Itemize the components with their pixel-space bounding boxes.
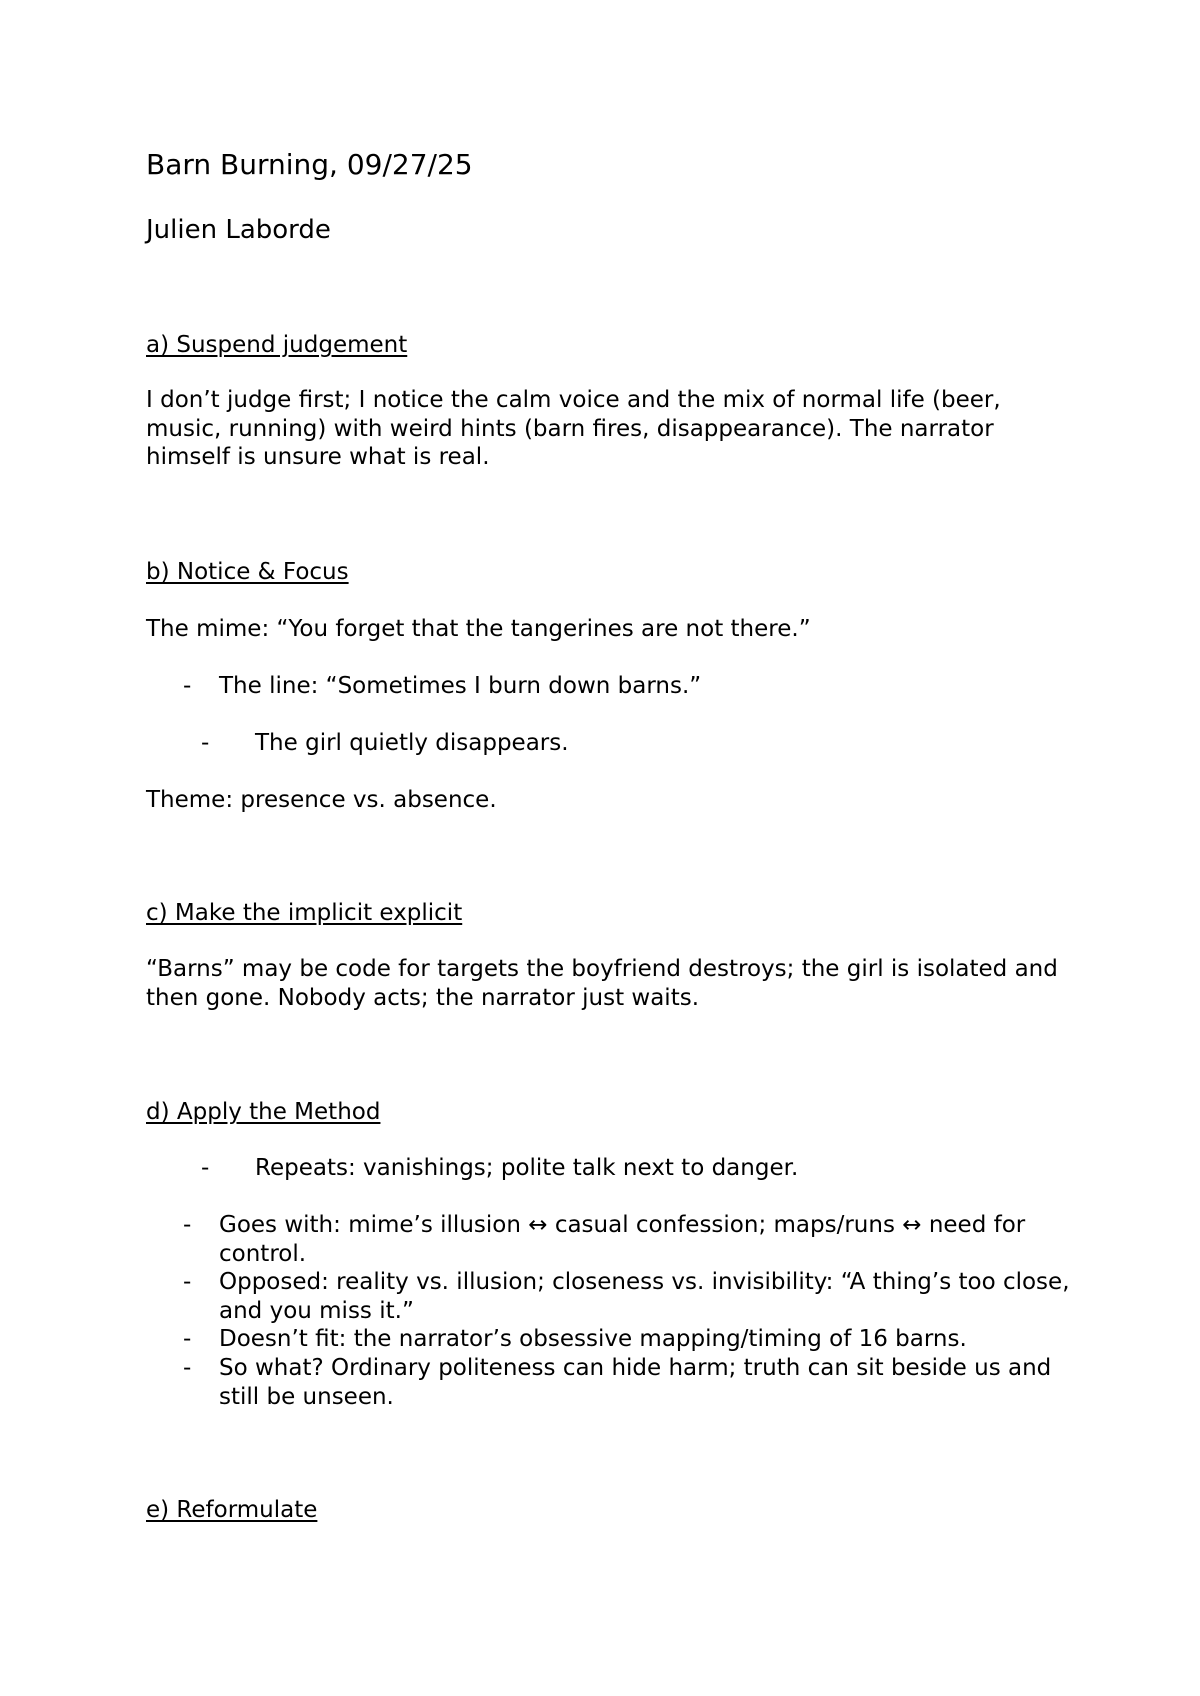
section-a-heading: a) Suspend judgement	[146, 332, 408, 358]
section-d-bullet: So what? Ordinary politeness can hide harm; truth can sit beside us and still be unseen.	[219, 1355, 1052, 1410]
section-b-theme: Theme: presence vs. absence.	[146, 787, 497, 813]
bullet-dash: -	[183, 1212, 192, 1238]
bullet-dash: -	[183, 1269, 192, 1295]
bullet-dash: -	[201, 730, 210, 756]
section-b-intro: The mime: “You forget that the tangerines are not there.”	[146, 616, 811, 642]
section-c-heading: c) Make the implicit explicit	[146, 900, 463, 926]
bullet-dash: -	[183, 1326, 192, 1352]
section-e-heading: e) Reformulate	[146, 1497, 318, 1523]
section-d-bullet: Opposed: reality vs. illusion; closeness vs. invisibility: “A thing’s too close, and you miss it.”	[219, 1269, 1070, 1324]
document-title: Barn Burning, 09/27/25	[146, 148, 473, 181]
bullet-dash: -	[183, 673, 192, 699]
section-b-heading: b) Notice & Focus	[146, 559, 349, 585]
section-d-bullet: Goes with: mime’s illusion ↔ casual confession; maps/runs ↔ need for control.	[219, 1212, 1026, 1267]
section-b-bullet: The girl quietly disappears.	[255, 730, 569, 756]
section-b-bullet: The line: “Sometimes I burn down barns.”	[219, 673, 702, 699]
section-c-body: “Barns” may be code for targets the boyfriend destroys; the girl is isolated and then gone. Nobody acts; the narrator just waits.	[146, 956, 1058, 1011]
bullet-dash: -	[201, 1155, 210, 1181]
bullet-dash: -	[183, 1355, 192, 1381]
section-a-body: I don’t judge first; I notice the calm voice and the mix of normal life (beer, music, running) with weird hints (barn fires, disappearance). The narrator himself is unsure what is real.	[146, 387, 1001, 470]
section-d-bullet: Doesn’t fit: the narrator’s obsessive mapping/timing of 16 barns.	[219, 1326, 967, 1352]
section-d-heading: d) Apply the Method	[146, 1099, 381, 1125]
author-name: Julien Laborde	[146, 215, 331, 245]
section-d-bullet: Repeats: vanishings; polite talk next to danger.	[255, 1155, 799, 1181]
